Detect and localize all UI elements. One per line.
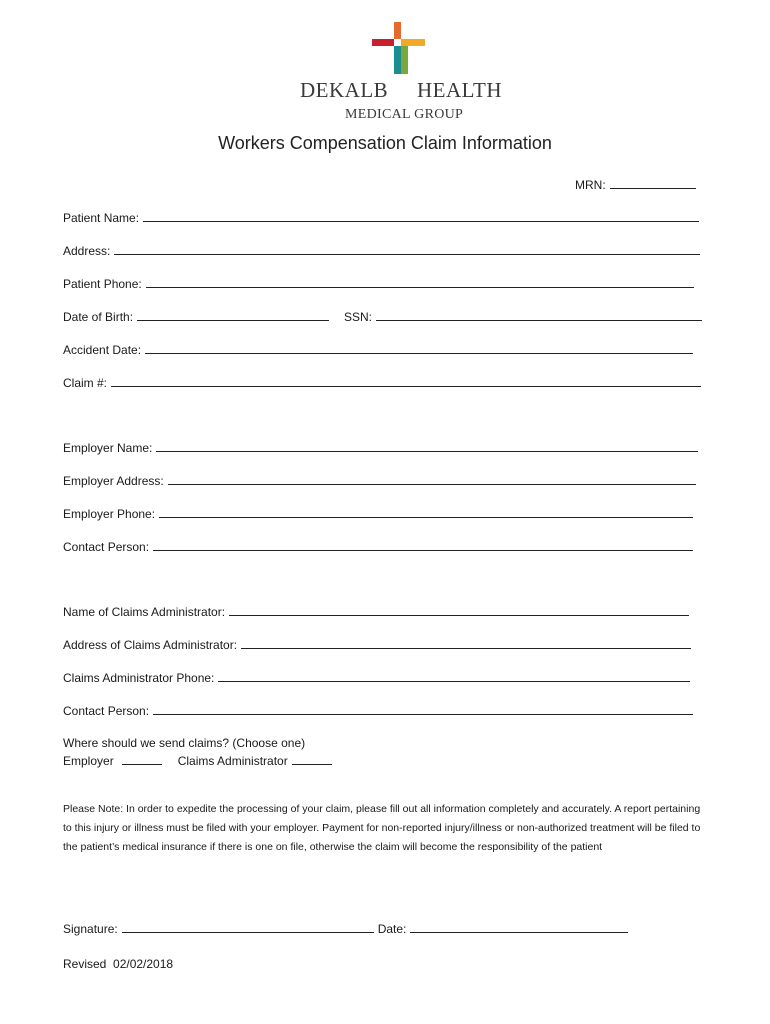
dob-row: [63, 308, 329, 325]
address-row: [63, 242, 700, 259]
employer-phone-label: Employer Phone:: [63, 507, 156, 521]
claims-admin-phone-field[interactable]: [218, 669, 690, 682]
logo-name-right: HEALTH: [417, 78, 503, 102]
address-field[interactable]: [114, 242, 700, 255]
mrn-field[interactable]: [610, 176, 696, 189]
employer-name-field[interactable]: [156, 439, 698, 452]
employer-phone-field[interactable]: [159, 505, 693, 518]
employer-phone-row: [63, 505, 693, 522]
signature-label: Signature:: [63, 922, 118, 936]
accident-date-row: [63, 341, 693, 358]
logo-name-left: DEKALB: [300, 78, 389, 102]
revised-date: Revised 02/02/2018: [63, 957, 174, 971]
patient-phone-label: Patient Phone:: [63, 277, 142, 291]
please-note: Please Note: In order to expedite the processing of your claim, please fill out all information completely and accurately. A report pertaining to this injury or illness must be filed with your employer. Payment for non-reported injury/illness or non-authorized treatment will be filed to the patient’s medical insurance if there is one on file, otherwise the claim will become the responsibility of the patient: [63, 803, 701, 853]
accident-date-field[interactable]: [145, 341, 693, 354]
dob-field[interactable]: [137, 308, 329, 321]
claims-admin-name-row: [63, 603, 689, 620]
signature-field[interactable]: [122, 920, 374, 933]
contact-person-row: [63, 538, 693, 555]
address-label: Address:: [63, 244, 111, 258]
send-claims-question: Where should we send claims? (Choose one): [63, 736, 306, 750]
option-admin-label: Claims Administrator: [177, 754, 288, 768]
patient-phone-field[interactable]: [146, 275, 694, 288]
ssn-label: SSN:: [344, 310, 373, 324]
claims-admin-name-label: Name of Claims Administrator:: [63, 605, 226, 619]
ssn-row: [344, 308, 702, 325]
employer-address-field[interactable]: [168, 472, 696, 485]
mrn-row: [575, 176, 696, 193]
claims-contact-person-row: [63, 702, 693, 719]
logo-subtitle: MEDICAL GROUP: [345, 107, 464, 122]
date-label: Date:: [377, 922, 407, 936]
signature-row: [63, 920, 628, 937]
patient-name-field[interactable]: [143, 209, 699, 222]
claims-admin-address-field[interactable]: [241, 636, 691, 649]
send-claims-options: [63, 752, 332, 769]
claims-contact-person-field[interactable]: [153, 702, 693, 715]
claims-admin-address-row: [63, 636, 691, 653]
contact-person-label: Contact Person:: [63, 540, 150, 554]
patient-name-label: Patient Name:: [63, 211, 140, 225]
claim-number-row: [63, 374, 701, 391]
claim-number-label: Claim #:: [63, 376, 108, 390]
option-admin-field[interactable]: [292, 752, 332, 765]
option-employer-field[interactable]: [122, 752, 162, 765]
page-title: Workers Compensation Claim Information: [218, 133, 552, 153]
option-employer-label: Employer: [63, 754, 114, 768]
employer-address-label: Employer Address:: [63, 474, 164, 488]
ssn-field[interactable]: [376, 308, 702, 321]
dob-label: Date of Birth:: [63, 310, 134, 324]
date-field[interactable]: [410, 920, 628, 933]
patient-name-row: [63, 209, 699, 226]
mrn-label: MRN:: [575, 178, 606, 192]
claims-admin-phone-row: [63, 669, 690, 686]
employer-name-row: [63, 439, 698, 456]
employer-address-row: [63, 472, 696, 489]
claims-admin-address-label: Address of Claims Administrator:: [63, 638, 238, 652]
cross-logo-icon: [370, 20, 430, 80]
claim-number-field[interactable]: [111, 374, 701, 387]
accident-date-label: Accident Date:: [63, 343, 142, 357]
logo: [300, 20, 503, 122]
contact-person-field[interactable]: [153, 538, 693, 551]
claims-admin-phone-label: Claims Administrator Phone:: [63, 671, 215, 685]
claims-admin-name-field[interactable]: [229, 603, 689, 616]
employer-name-label: Employer Name:: [63, 441, 153, 455]
claims-contact-person-label: Contact Person:: [63, 704, 150, 718]
patient-phone-row: [63, 275, 694, 292]
